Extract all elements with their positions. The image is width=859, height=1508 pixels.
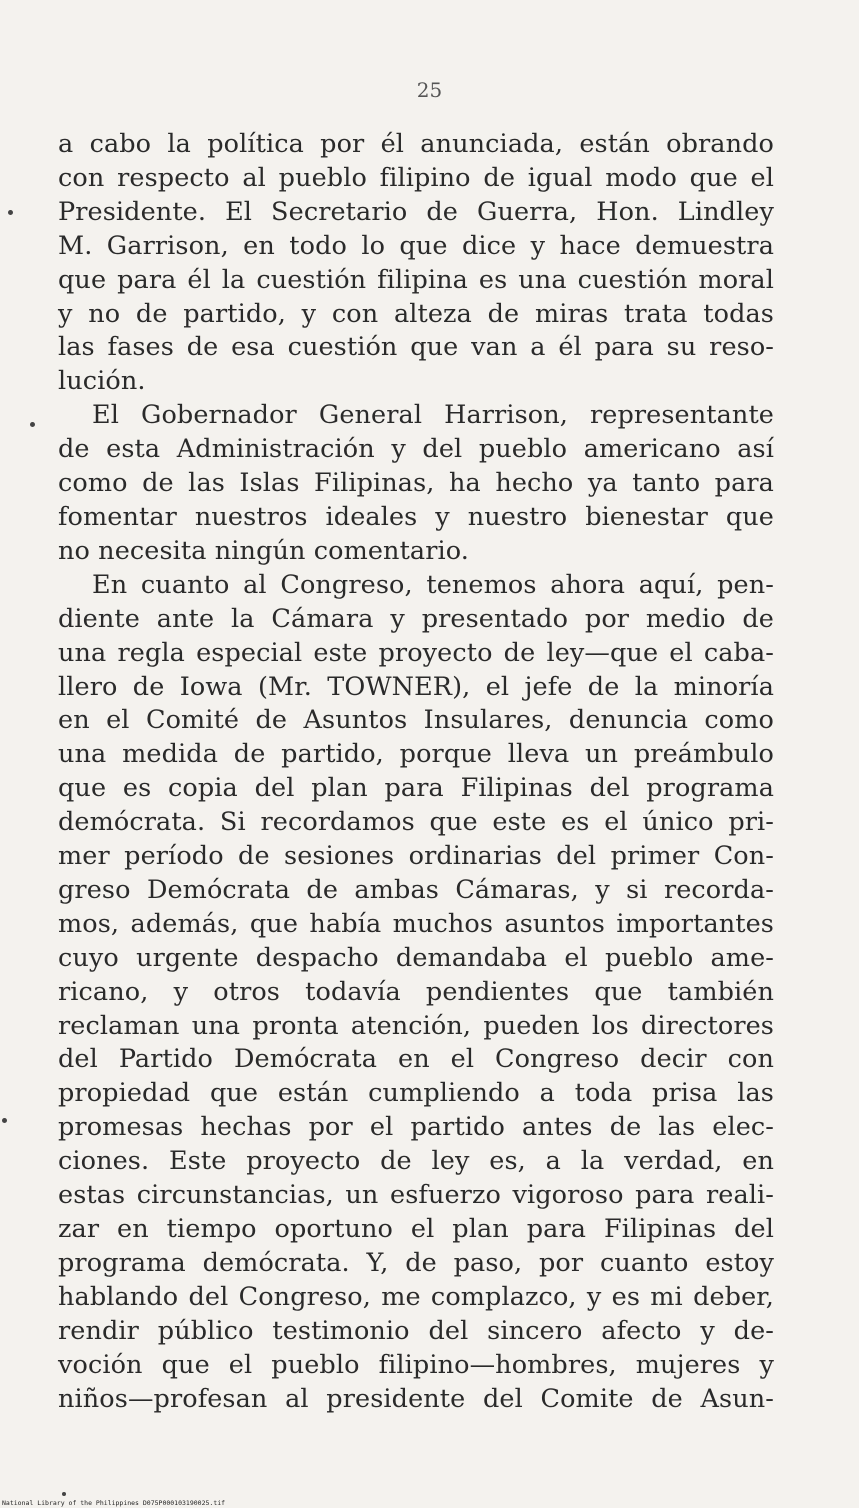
- text-line: M. Garrison, en todo lo que dice y hace demuestra: [58, 230, 774, 261]
- text-line: programa demócrata. Y, de paso, por cuanto estoy: [58, 1247, 774, 1278]
- text-line: de esta Administración y del pueblo americano así: [58, 434, 774, 465]
- paragraph-start-line: En cuanto al Congreso, tenemos ahora aquí, pen-: [92, 569, 774, 600]
- scan-speck: [30, 422, 35, 427]
- scan-footer-label: National Library of the Philippines D075P000103190025.tif: [2, 1499, 226, 1507]
- scan-speck: [2, 1118, 7, 1123]
- text-line: hablando del Congreso, me complazco, y es mi deber,: [58, 1281, 774, 1312]
- text-line: una medida de partido, porque lleva un preámbulo: [58, 739, 774, 770]
- text-line: cuyo urgente despacho demandaba el pueblo ame-: [58, 942, 774, 973]
- text-line: mos, además, que había muchos asuntos importantes: [58, 908, 774, 939]
- text-line: como de las Islas Filipinas, ha hecho ya tanto para: [58, 468, 774, 499]
- text-line: mer período de sesiones ordinarias del primer Con-: [58, 841, 774, 872]
- body-text: [58, 128, 774, 1416]
- text-line: una regla especial este proyecto de ley—que el caba-: [58, 637, 774, 668]
- paragraph-start-line: El Gobernador General Harrison, representante: [92, 400, 774, 431]
- text-line: a cabo la política por él anunciada, están obrando: [58, 129, 774, 159]
- text-line: voción que el pueblo filipino—hombres, mujeres y: [58, 1349, 774, 1380]
- text-line: que es copia del plan para Filipinas del programa: [58, 773, 774, 804]
- text-line: las fases de esa cuestión que van a él para su reso-: [58, 332, 774, 363]
- text-line: en el Comité de Asuntos Insulares, denuncia como: [58, 705, 774, 736]
- text-line: lución.: [58, 366, 146, 397]
- text-line: rendir público testimonio del sincero afecto y de-: [58, 1315, 774, 1346]
- text-line: ciones. Este proyecto de ley es, a la verdad, en: [58, 1146, 774, 1177]
- text-line: estas circunstancias, un esfuerzo vigoroso para reali-: [58, 1180, 774, 1211]
- text-line: greso Demócrata de ambas Cámaras, y si recorda-: [58, 874, 774, 905]
- text-line: niños—profesan al presidente del Comite de Asun-: [58, 1383, 774, 1414]
- scan-speck: [62, 1492, 66, 1496]
- text-line: que para él la cuestión filipina es una cuestión moral: [58, 264, 774, 295]
- text-line: del Partido Demócrata en el Congreso decir con: [58, 1044, 774, 1075]
- scan-speck: [8, 210, 13, 215]
- text-line: llero de Iowa (Mr. TOWNER), el jefe de la minoría: [58, 671, 774, 702]
- page-number: 25: [416, 78, 443, 102]
- text-line: no necesita ningún comentario.: [58, 535, 469, 566]
- text-line: demócrata. Si recordamos que este es el único pri-: [58, 807, 774, 838]
- text-line: con respecto al pueblo filipino de igual modo que el: [58, 162, 774, 193]
- text-line: propiedad que están cumpliendo a toda prisa las: [58, 1078, 774, 1109]
- text-line: fomentar nuestros ideales y nuestro bienestar que: [58, 501, 774, 532]
- text-line: zar en tiempo oportuno el plan para Filipinas del: [58, 1214, 774, 1244]
- text-line: Presidente. El Secretario de Guerra, Hon. Lindley: [58, 196, 774, 227]
- text-line: ricano, y otros todavía pendientes que también: [58, 976, 774, 1007]
- text-line: reclaman una pronta atención, pueden los directores: [58, 1010, 774, 1041]
- text-line: promesas hechas por el partido antes de las elec-: [58, 1112, 774, 1143]
- text-line: diente ante la Cámara y presentado por medio de: [58, 603, 774, 634]
- text-line: y no de partido, y con alteza de miras trata todas: [58, 298, 774, 329]
